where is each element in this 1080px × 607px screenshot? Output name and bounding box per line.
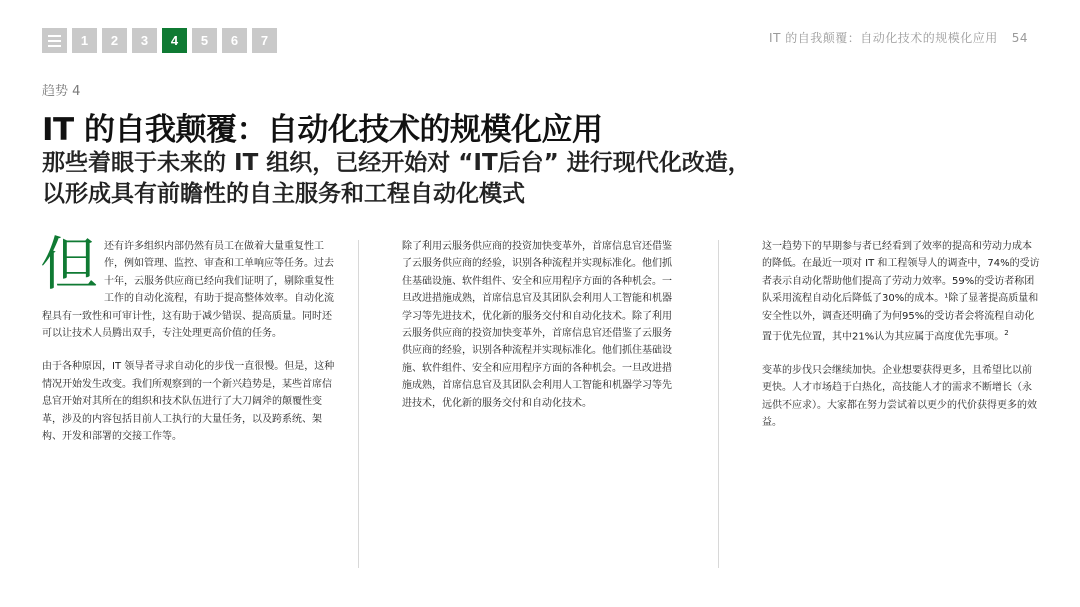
- paragraph-text: 这一趋势下的早期参与者已经看到了效率的提高和劳动力成本的降低。在最近一项对 IT 和工程领导人的调查中，74%的受访者表示自动化帮助他们提高了劳动力效率。59%的受访者称团队采用流程自动化后降低了30%的成本。¹除了显著提高质量和安全性以外，调查还明确了为何95%的受访者会将流程自动化置于优先位置，其中21%认为其应属于高度优先事项。: [762, 241, 1040, 343]
- nav-page-4-active[interactable]: 4: [162, 28, 187, 53]
- menu-icon[interactable]: [42, 28, 67, 53]
- nav-page-3[interactable]: 3: [132, 28, 157, 53]
- page-number: 54: [1011, 31, 1028, 45]
- column-divider: [718, 240, 719, 568]
- paragraph-text: 还有许多组织内部仍然有员工在做着大量重复性工作，例如管理、监控、审查和工单响应等任务。过去十年，云服务供应商已经向我们证明了，剔除重复性工作的自动化流程，有助于提高整体效率。自动化流程具有一致性和可审计性，这有助于减少错误、提高质量。同时还可以让技术人员腾出双手，专注处理更高价值的任务。: [42, 241, 335, 340]
- paragraph: 除了利用云服务供应商的投资加快变革外，首席信息官还借鉴了云服务供应商的经验，识别各种流程并实现标准化。他们抓住基础设施、软件组件、安全和应用程序方面的各种机会。一旦改进措施成熟，首席信息官及其团队会利用人工智能和机器学习等先进技术，优化新的服务交付和自动化技术。除了利用云服务供应商的投资加快变革外，首席信息官还借鉴了云服务供应商的经验，识别各种流程并实现标准化。他们抓住基础设施、软件组件、安全和应用程序方面的各种机会。一旦改进措施成熟，首席信息官及其团队会利用人工智能和机器学习等先进技术，优化新的服务交付和自动化技术。: [402, 241, 672, 409]
- running-header: [769, 29, 1028, 46]
- text-column-1: [40, 230, 338, 461]
- column-divider: [358, 240, 359, 568]
- drop-cap: 但: [40, 230, 99, 298]
- footnote-ref[interactable]: 2: [1004, 329, 1009, 338]
- paragraph: [762, 238, 1040, 346]
- text-column-3: [762, 238, 1040, 447]
- nav-page-5[interactable]: 5: [192, 28, 217, 53]
- page-title: IT 的自我颠覆：自动化技术的规模化应用: [42, 112, 603, 148]
- page-subtitle: 那些着眼于未来的 IT 组织，已经开始对 “IT后台” 进行现代化改造，以形成具有前瞻性的自主服务和工程自动化模式: [42, 150, 751, 207]
- nav-page-2[interactable]: 2: [102, 28, 127, 53]
- nav-page-6[interactable]: 6: [222, 28, 247, 53]
- running-title: IT 的自我颠覆：自动化技术的规模化应用: [769, 31, 998, 45]
- text-column-2: [402, 238, 678, 428]
- paragraph: [40, 230, 338, 342]
- nav-page-7[interactable]: 7: [252, 28, 277, 53]
- nav-page-1[interactable]: 1: [72, 28, 97, 53]
- paragraph: 变革的步伐只会继续加快。企业想要获得更多，且希望比以前更快。人才市场趋于白热化，高技能人才的需求不断增长（永远供不应求）。大家都在努力尝试着以更少的代价获得更多的效益。: [762, 364, 1037, 428]
- trend-label: 趋势 4: [42, 84, 81, 99]
- paragraph: 由于各种原因，IT 领导者寻求自动化的步伐一直很慢。但是，这种情况开始发生改变。我们所观察到的一个新兴趋势是，某些首席信息官开始对其所在的组织和技术队伍进行了大刀阔斧的颠覆性变革，涉及的内容包括目前人工执行的大量任务，以及跨系统、架构、开发和部署的交接工作等。: [42, 361, 335, 443]
- section-nav: [42, 28, 277, 53]
